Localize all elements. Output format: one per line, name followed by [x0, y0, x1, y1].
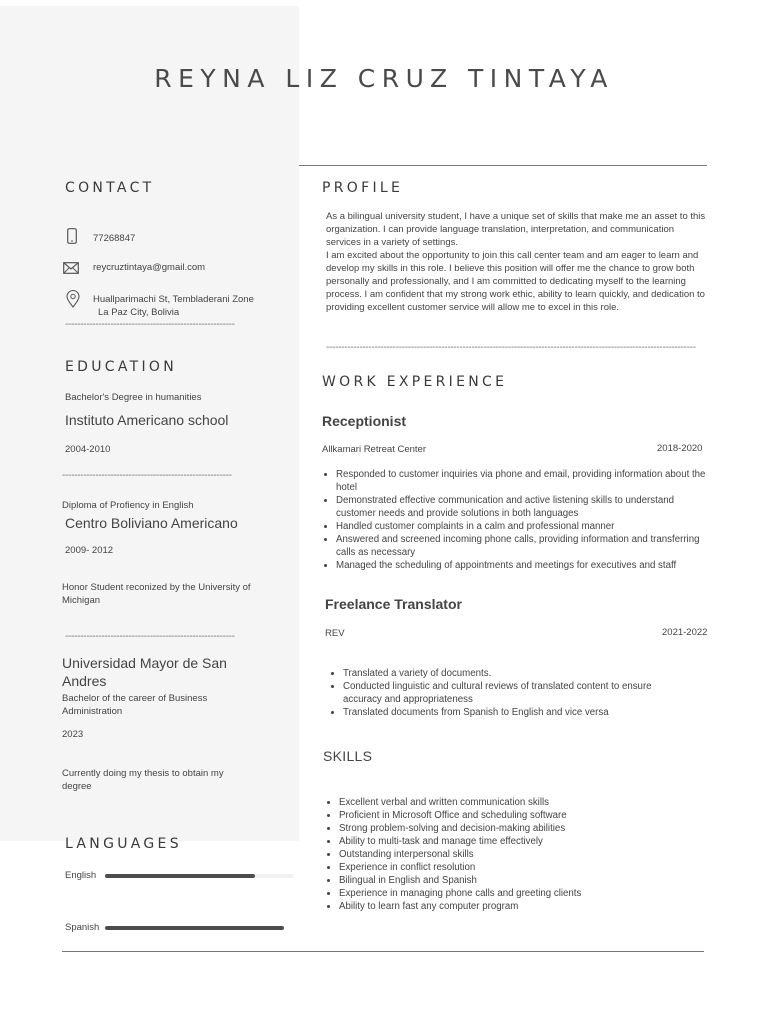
list-item: • Handled customer complaints in a calm and professional manner [336, 520, 706, 533]
job-1-years: 2018-2020 [657, 443, 703, 454]
list-item: • Ability to multi-task and manage time effectively [339, 835, 705, 848]
list-item: • Answered and screened incoming phone calls, providing information and transferring calls as necessary [336, 533, 706, 559]
education-1-degree: Bachelor's Degree in humanities [65, 392, 202, 403]
profile-text [326, 210, 710, 314]
list-item: • Proficient in Microsoft Office and scheduling software [339, 809, 705, 822]
list-item: • Experience in managing phone calls and greeting clients [339, 887, 705, 900]
envelope-icon [62, 259, 80, 277]
education-3-degree: Bachelor of the career of Business Administration [62, 693, 208, 717]
education-3-years: 2023 [62, 729, 84, 740]
language-english-level [105, 874, 255, 878]
phone-icon [63, 227, 81, 245]
list-item: • Excellent verbal and written communication skills [339, 796, 705, 809]
list-item: • Managed the scheduling of appointments and meetings for executives and staff [336, 559, 706, 572]
education-2-years: 2009- 2012 [65, 545, 114, 556]
language-english-label: English [65, 870, 97, 881]
language-spanish-level [105, 926, 284, 930]
footer-divider [62, 951, 704, 952]
profile-heading: PROFILE [322, 180, 404, 196]
profile-divider: -------------------------------------------------------------------------------------------------------------------------- [326, 343, 696, 353]
profile-paragraph-1: As a bilingual university student, I have a unique set of skills that make me an asset to this organization. I can provide language translation, interpretation, and communication services in a variety of settings. [326, 211, 706, 248]
education-3-school: Universidad Mayor de San Andres [62, 655, 227, 689]
language-spanish-label: Spanish [65, 922, 100, 933]
list-item: • Responded to customer inquiries via phone and email, providing information about the hotel [336, 468, 706, 494]
skills-heading: SKILLS [323, 748, 373, 764]
job-2-years: 2021-2022 [662, 627, 708, 638]
contact-heading: CONTACT [65, 180, 155, 196]
job-2-bullets [329, 667, 689, 719]
education-heading: EDUCATION [65, 359, 178, 375]
job-2-title: Freelance Translator [325, 596, 462, 612]
profile-paragraph-2: I am excited about the opportunity to join this call center team and am eager to learn and develop my skills in this role. I believe this position will offer me the chance to grow both personally and professionally, and I am committed to dedicating myself to the learning process. I am confident that my strong work ethic, ability to learn quickly, and dedication to providing excellent customer service will allow me to excel in this role. [326, 250, 705, 313]
education-2-note: Honor Student reconized by the University of Michigan [62, 582, 251, 606]
list-item: • Conducted linguistic and cultural reviews of translated content to ensure accuracy and appropriateness [343, 680, 689, 706]
languages-heading: LANGUAGES [65, 836, 182, 852]
job-1-company: Allkamari Retreat Center [322, 444, 427, 455]
phone-number: 77268847 [93, 233, 136, 244]
work-heading: WORK EXPERIENCE [322, 374, 508, 390]
list-item: • Strong problem-solving and decision-making abilities [339, 822, 705, 835]
list-item: • Translated documents from Spanish to English and vice versa [343, 706, 689, 719]
header-divider [299, 165, 707, 166]
job-2-company: REV [325, 628, 345, 639]
language-english-track [105, 874, 293, 878]
education-3-note: Currently doing my thesis to obtain my degree [62, 768, 224, 792]
education-divider-2: -------------------------------------------------------- [65, 632, 235, 642]
skills-list [325, 796, 705, 913]
education-1-school: Instituto Americano school [65, 412, 229, 428]
list-item: • Translated a variety of documents. [343, 667, 689, 680]
education-2-degree: Diploma of Profiency in English [62, 500, 194, 511]
list-item: • Outstanding interpersonal skills [339, 848, 705, 861]
education-divider-1: -------------------------------------------------------- [62, 471, 232, 481]
contact-divider: -------------------------------------------------------- [65, 320, 235, 330]
email-address: reycruztintaya@gmail.com [93, 262, 206, 273]
list-item: • Experience in conflict resolution [339, 861, 705, 874]
list-item: • Demonstrated effective communication and active listening skills to understand customer needs and provide solutions in both languages [336, 494, 706, 520]
education-2-school: Centro Boliviano Americano [65, 515, 238, 531]
language-spanish-track [105, 926, 284, 930]
address-line-2: La Paz City, Bolivia [98, 307, 180, 318]
education-1-years: 2004-2010 [65, 444, 111, 455]
list-item: • Ability to learn fast any computer program [339, 900, 705, 913]
list-item: • Bilingual in English and Spanish [339, 874, 705, 887]
job-1-title: Receptionist [322, 413, 407, 429]
location-pin-icon [64, 290, 82, 308]
candidate-name: REYNA LIZ CRUZ TINTAYA [154, 64, 614, 93]
job-1-bullets [322, 468, 706, 572]
address-line-1: Huallparimachi St, Tembladerani Zone [93, 294, 254, 305]
